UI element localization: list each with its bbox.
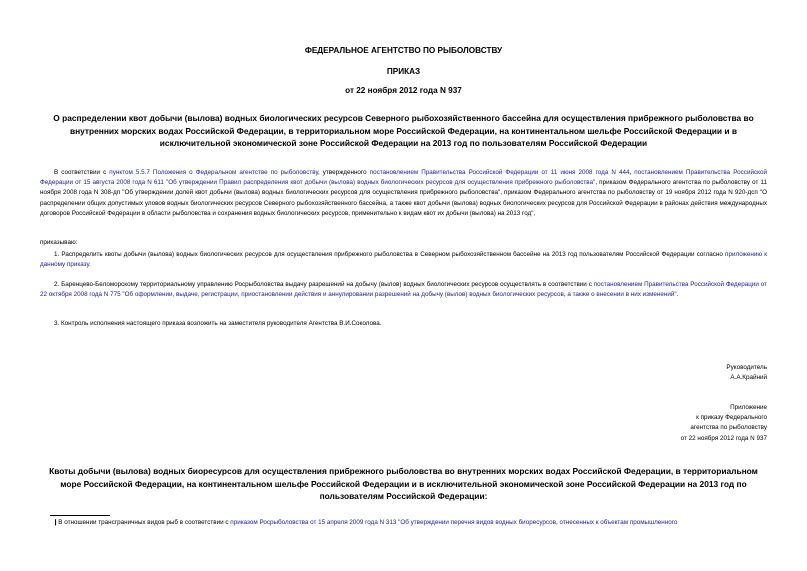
footnote-text: В отношении трансграничных видов рыб в соответствии с [58, 519, 231, 526]
preamble-text-4: , приказом Федерального агентства по рыболовству от 11 ноября 2008 года N 308-дп "Об утверждении долей квот добычи (вылова) водных биологических ресурсов для осуществления прибрежного рыболовства", приказом Федерального агентства по рыболовству от 19 ноября 2012 года N 920-дсп "О распределении общих допустимых уловов водных биологических ресурсов Северного рыбохозяйственного бассейна, а также квот добычи (вылова) водных биологических ресурсов для Российской Федерации в районах действия международных договоров Российской Федерации в области рыболовства и сохранения водных биологических ресурсов, применительно к видам квот их добычи (вылова) на 2013 год", [40, 179, 767, 217]
doc-type-heading: ПРИКАЗ [386, 67, 421, 76]
order-item-3: 3. Контроль исполнения настоящего приказа возложить на заместителя руководителя Агентства В.И.Соколова. [54, 320, 382, 327]
document-title: О распределении квот добычи (вылова) водных биологических ресурсов Северного рыбохозяйственного бассейна для осуществления прибрежного рыболовства во внутренних морских водах Российской Федерации, в территориальном море Российской Федерации, на континентальном шельфе Российской Федерации и в исключительной экономической зоне Российской Федерации на 2013 год по пользователям Российской Федерации [53, 113, 754, 148]
preamble-text-3: , [629, 169, 635, 176]
footnote [53, 518, 778, 528]
link-appendix[interactable]: приложению к данному приказу [40, 251, 768, 269]
preamble-text-2: , утвержденного [317, 169, 370, 176]
preamble-paragraph [40, 168, 767, 219]
agency-heading: ФЕДЕРАЛЬНОЕ АГЕНТСТВО ПО РЫБОЛОВСТВУ [304, 46, 503, 55]
appendix-reference-block [567, 403, 767, 444]
order-item-2 [40, 280, 767, 300]
footnote-divider [50, 515, 110, 516]
link-decree-775[interactable]: постановлением Правительства Российской Федерации от 22 октября 2008 года N 775 "Об оформлении, выдаче, регистрации, приостановлении действия и аннулировании разрешений на добычу (вылов) водных биологических ресурсов, а также о внесении в них изменений" [40, 281, 767, 299]
appendix-line-2: к приказу Федерального [696, 414, 767, 422]
link-decree-611[interactable]: постановлением Правительства Российской Федерации от 15 августа 2008 года N 611 "Об утверждении Правил распределения квот добычи (вылова) водных биологических ресурсов для осуществления прибрежного рыболовства" [40, 169, 767, 187]
link-regulation-5-5-7[interactable]: пунктом 5.5.7 Положения о Федеральном агентстве по рыболовству [109, 169, 318, 176]
preamble-text-1: В соответствии с [54, 169, 110, 176]
order-item-1 [40, 250, 767, 270]
order-word: приказываю: [40, 239, 78, 246]
appendix-line-1: Приложение [730, 404, 767, 411]
signature-position: Руководитель [726, 364, 767, 371]
signature-name: А.А.Крайний [730, 374, 767, 382]
item2-text-2: . [676, 291, 679, 299]
item2-text-1: 2. Баренцево-Беломорскому территориальному управлению Росрыболовства выдачу разрешений на добычу (вылов) водных биологических ресурсов осуществлять в соответствии с [54, 281, 594, 288]
link-decree-444[interactable]: постановлением Правительства Российской Федерации от 11 июня 2008 года N 444 [369, 169, 630, 176]
date-number-heading: от 22 ноября 2012 года N 937 [345, 86, 462, 95]
item1-text-2: . [89, 261, 91, 269]
appendix-line-4: от 22 ноября 2012 года N 937 [680, 434, 767, 442]
signature-block [567, 363, 767, 383]
footnote-marker-icon: ❙ [53, 519, 59, 526]
item1-text-1: 1. Распределить квоты добычи (вылова) водных биологических ресурсов для осуществления прибрежного рыболовства в Северном рыбохозяйственном бассейне на 2013 год пользователям Российской Федерации согласно [54, 251, 726, 258]
appendix-line-3: агентства по рыболовству [690, 424, 767, 432]
appendix-title: Квоты добычи (вылова) водных биоресурсов для осуществления прибрежного рыболовства во внутренних морских водах Российской Федерации, в территориальном море Российской Федерации, на континентальном шельфе Российской Федерации и в исключительной экономической зоне Российской Федерации на 2013 год по пользователям Российской Федерации: [49, 466, 758, 501]
link-order-313[interactable]: приказом Росрыболовства от 15 апреля 2009 года N 313 "Об утверждении перечня видов водных биоресурсов, отнесенных к объектам промышленного [230, 519, 678, 526]
